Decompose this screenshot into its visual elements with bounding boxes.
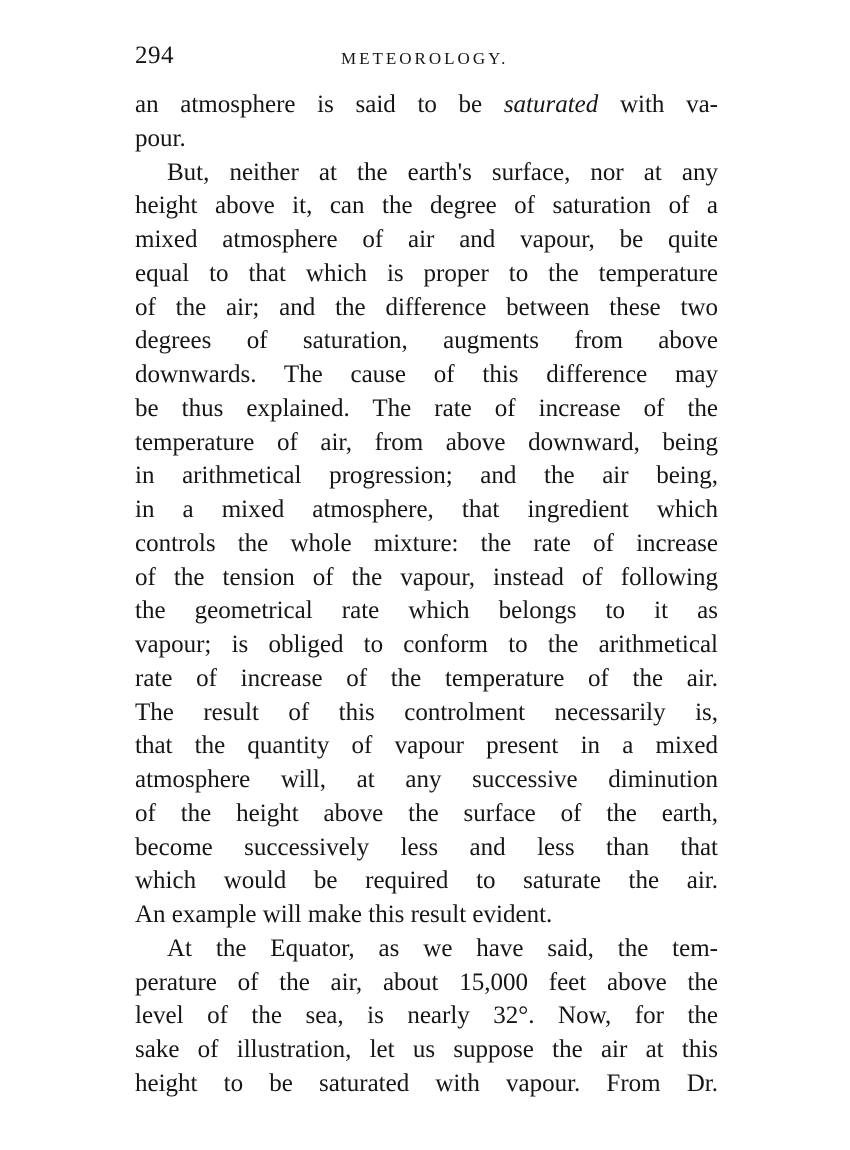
text-run: an atmosphere is said to be (135, 91, 504, 118)
text-line: of the height above the surface of the earth, (135, 799, 718, 827)
text-line: mixed atmosphere of air and vapour, be quite (135, 226, 718, 253)
text-line: level of the sea, is nearly 32°. Now, for the (135, 1002, 718, 1030)
text-line: which would be required to saturate the air. (135, 867, 718, 895)
text-line: the geometrical rate which belongs to it as (135, 597, 718, 625)
text-line: in arithmetical progression; and the air being, (135, 462, 718, 490)
text-line: that the quantity of vapour present in a mixed (135, 732, 718, 760)
text-line: downwards. The cause of this difference may (135, 361, 718, 388)
text-line: controls the whole mixture: the rate of increase (135, 529, 718, 557)
text-line: in a mixed atmosphere, that ingredient which (135, 496, 718, 523)
running-head (135, 42, 720, 76)
italic-emphasis: saturated (503, 91, 599, 118)
text-line: temperature of air, from above downward, being (135, 428, 718, 456)
text-line: An example will make this result evident. (135, 901, 553, 928)
text-line: of the air; and the difference between these two (135, 293, 718, 321)
text-line: pour. (135, 124, 186, 152)
text-line: The result of this controlment necessarily is, (135, 698, 718, 726)
page-number: 294 (135, 42, 174, 69)
text-line: degrees of saturation, augments from above (135, 327, 718, 355)
text-line: height above it, can the degree of saturation of a (135, 192, 718, 220)
text-line: But, neither at the earth's surface, nor at any (167, 158, 718, 186)
text-run: with va- (598, 91, 718, 118)
text-line: sake of illustration, let us suppose the air at this (135, 1036, 718, 1063)
text-line: height to be saturated with vapour. From Dr. (135, 1069, 718, 1097)
paragraph (135, 932, 718, 1101)
text-line: atmosphere will, at any successive diminution (135, 766, 718, 793)
text-line: of the tension of the vapour, instead of following (135, 563, 718, 591)
text-line: vapour; is obliged to conform to the arithmetical (135, 631, 718, 658)
text-line: equal to that which is proper to the temperature (135, 259, 718, 287)
paragraph (135, 156, 718, 932)
body-text (135, 88, 718, 1101)
text-line: rate of increase of the temperature of the air. (135, 664, 718, 692)
text-line: become successively less and less than that (135, 833, 718, 861)
text-line: be thus explained. The rate of increase of the (135, 394, 718, 422)
text-line (135, 88, 718, 122)
text-line: At the Equator, as we have said, the tem- (167, 934, 718, 962)
text-line: perature of the air, about 15,000 feet above the (135, 968, 718, 996)
running-title: METEOROLOGY. (341, 49, 509, 68)
paragraph-continuation (135, 88, 718, 156)
